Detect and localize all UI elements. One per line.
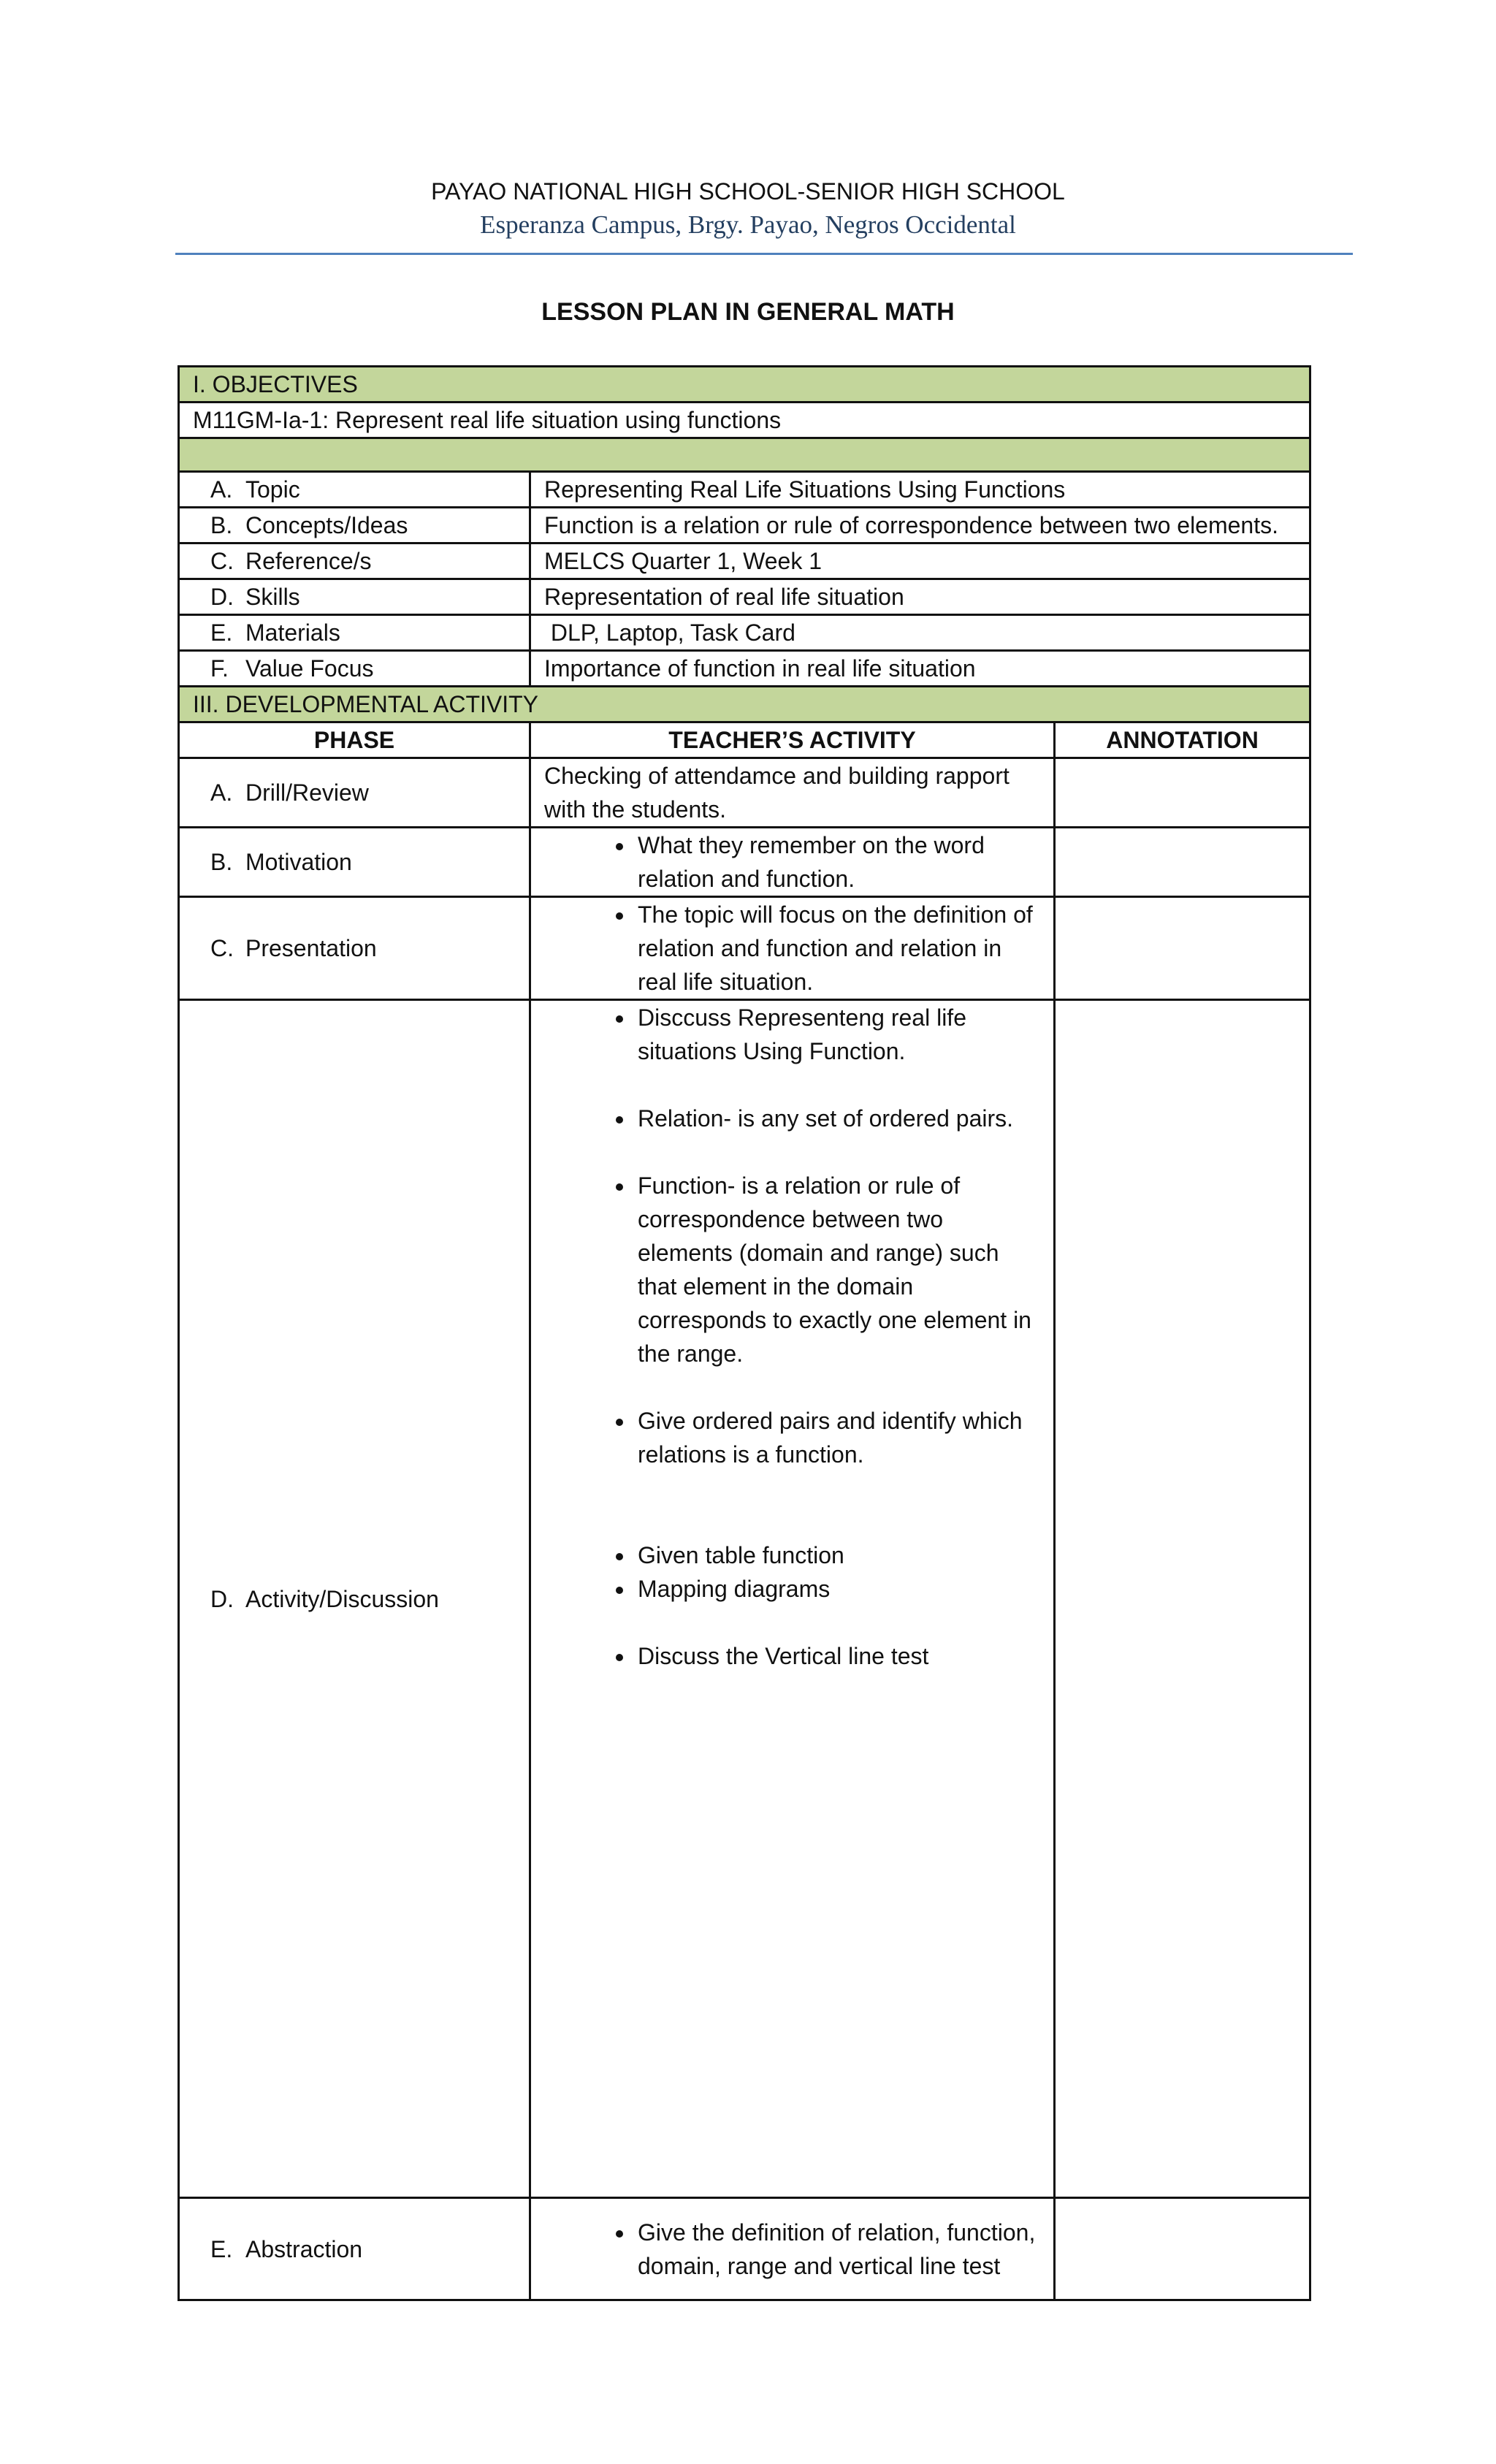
phase-letter: D. [210, 1585, 234, 1612]
annotation-cell [1055, 897, 1310, 1000]
content-row-value-focus [179, 651, 1310, 687]
activity-bullets [544, 2216, 1040, 2283]
row-value: Representing Real Life Situations Using Functions [530, 472, 1310, 508]
phase-label: Drill/Review [245, 779, 369, 806]
row-letter: E. [210, 619, 233, 646]
row-value: MELCS Quarter 1, Week 1 [530, 543, 1310, 579]
content-row-skills [179, 579, 1310, 615]
activity-bullets [544, 898, 1040, 999]
row-label: Concepts/Ideas [245, 512, 408, 538]
phase-letter: C. [210, 935, 234, 961]
column-header-row [179, 722, 1310, 758]
bullet-item: • Function- is a relation or rule of correspondence between two elements (domain and range) such that element in the domain corresponds to exactly one element in the range. [635, 1169, 1040, 1370]
content-row-reference [179, 543, 1310, 579]
blank-section-row [179, 438, 1310, 472]
row-label: Skills [245, 584, 300, 610]
phase-row-presentation [179, 897, 1310, 1000]
row-value: DLP, Laptop, Task Card [530, 615, 1310, 651]
column-header-phase: PHASE [179, 722, 530, 758]
row-label: Value Focus [245, 655, 374, 682]
bullet-item: • Mapping diagrams [635, 1572, 1040, 1606]
campus-address: Esperanza Campus, Brgy. Payao, Negros Occidental [480, 210, 1016, 239]
phase-row-motivation [179, 828, 1310, 897]
annotation-cell [1055, 1000, 1310, 2198]
developmental-heading: III. DEVELOPMENTAL ACTIVITY [179, 687, 1310, 722]
phase-label: Abstraction [245, 2235, 363, 2262]
competency-row [179, 403, 1310, 438]
bullet-item: • The topic will focus on the definition of relation and function and relation in real life situation. [635, 898, 1040, 999]
bullet-item: • Discuss the Vertical line test [635, 1639, 1040, 1673]
bullet-item: • Give ordered pairs and identify which relations is a function. [635, 1404, 1040, 1471]
activity-bullets [544, 1001, 1040, 1673]
content-row-materials [179, 615, 1310, 651]
content-row-topic [179, 472, 1310, 508]
phase-label: Motivation [245, 849, 352, 875]
phase-row-drill [179, 758, 1310, 828]
row-letter: C. [210, 548, 234, 574]
phase-label: Activity/Discussion [245, 1585, 439, 1612]
teacher-activity-text: Checking of attendamce and building rapport with the students. [530, 758, 1055, 828]
phase-letter: B. [210, 849, 233, 875]
document-header [0, 175, 1496, 243]
row-label: Materials [245, 619, 340, 646]
objectives-header-row [179, 367, 1310, 403]
row-letter: B. [210, 512, 233, 538]
objectives-heading: I. OBJECTIVES [179, 367, 1310, 403]
bullet-item: • Relation- is any set of ordered pairs. [635, 1102, 1040, 1135]
row-label: Topic [245, 476, 300, 503]
row-value: Importance of function in real life situation [530, 651, 1310, 687]
phase-letter: A. [210, 779, 233, 806]
annotation-cell [1055, 2198, 1310, 2300]
phase-letter: E. [210, 2235, 233, 2262]
competency-code: M11GM-Ia-1: Represent real life situation using functions [179, 403, 1310, 438]
column-header-annotation: ANNOTATION [1055, 722, 1310, 758]
developmental-header-row [179, 687, 1310, 722]
bullet-item: • What they remember on the word relation and function. [635, 828, 1040, 896]
row-letter: A. [210, 476, 233, 503]
activity-bullets [544, 828, 1040, 896]
row-value: Function is a relation or rule of correspondence between two elements. [530, 508, 1310, 543]
school-name: PAYAO NATIONAL HIGH SCHOOL-SENIOR HIGH SCHOOL [431, 178, 1065, 205]
lesson-plan-table [178, 365, 1311, 2301]
row-letter: D. [210, 584, 234, 610]
row-label: Reference/s [245, 548, 372, 574]
phase-row-activity-discussion [179, 1000, 1310, 2198]
bullet-item: • Disccuss Representeng real life situations Using Function. [635, 1001, 1040, 1068]
annotation-cell [1055, 758, 1310, 828]
annotation-cell [1055, 828, 1310, 897]
bullet-item: • Give the definition of relation, function, domain, range and vertical line test [635, 2216, 1040, 2283]
column-header-teacher-activity: TEACHER’S ACTIVITY [530, 722, 1055, 758]
document-title: LESSON PLAN IN GENERAL MATH [541, 298, 955, 326]
content-row-concepts [179, 508, 1310, 543]
phase-label: Presentation [245, 935, 377, 961]
bullet-item: • Given table function [635, 1538, 1040, 1572]
phase-row-abstraction [179, 2198, 1310, 2300]
row-value: Representation of real life situation [530, 579, 1310, 615]
row-letter: F. [210, 655, 229, 682]
header-divider [175, 253, 1353, 255]
